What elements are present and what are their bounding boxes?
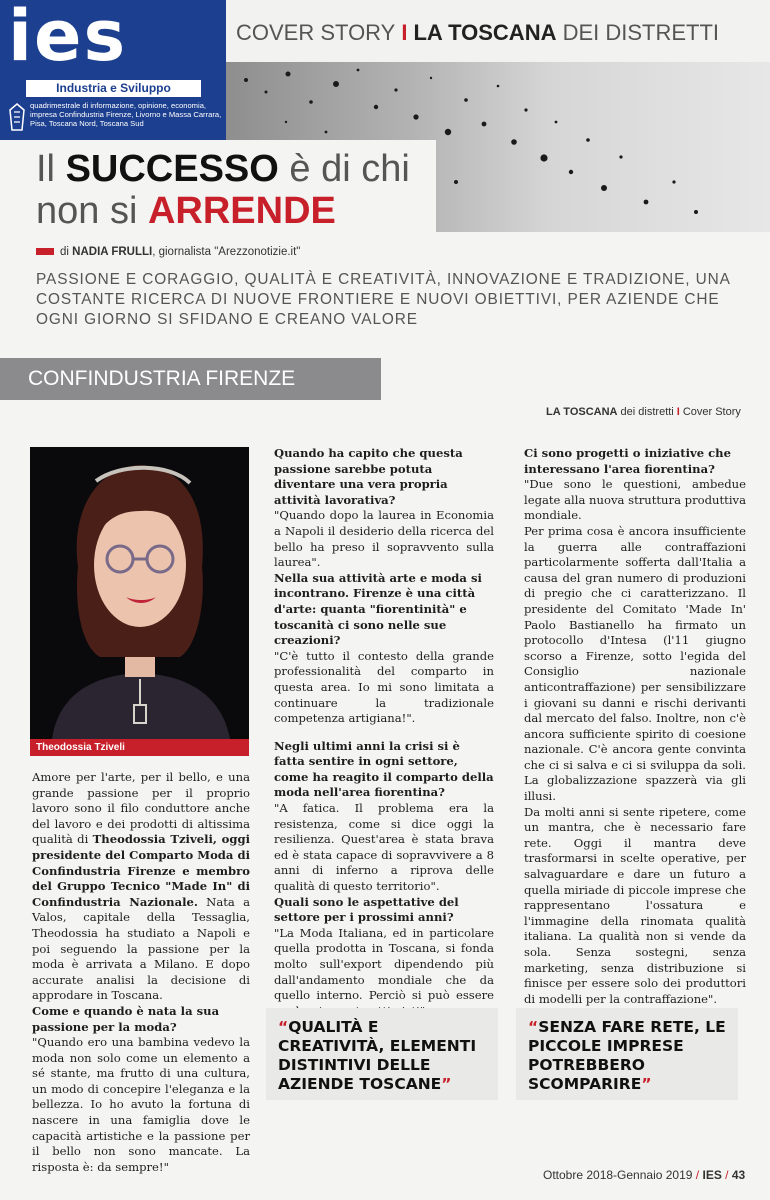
quote-close-mark: ” bbox=[441, 1075, 452, 1093]
article-column-3 bbox=[524, 446, 746, 1007]
header-separator: I bbox=[401, 20, 408, 45]
pull-quote-2 bbox=[516, 1008, 738, 1100]
interview-answer: Per prima cosa è ancora insufficiente la guerra alle contraffazioni particolarmente sofferta dall'Italia a causa del gran numero di produzioni di pregio che ci caratterizzano. Il presidente del Comitato 'Made In' Paolo Bastianello ha firmato un protocollo d'Intesa (l'11 giugno scorso a Firenze, sotto l'egida del Consiglio nazionale anticontraffazione) per sensibilizzare i giovani su danni e rischi derivanti dal mercato del falso. Inoltre, non c'è ancora sufficiente spirito di coesione nazionale. C'è ancora gente convinta che ci si salva e ci si sviluppa da soli. La globalizzazione spazzerà via gli illusi. bbox=[524, 523, 746, 804]
portrait-illustration bbox=[30, 447, 249, 739]
interview-answer: "A fatica. Il problema era la resistenza, come si dice oggi la resilienza. Quest'area è stata brava ed è stata capace di sopravvivere a 8 anni di inferno a riprova delle qualità di questo territorio". bbox=[274, 801, 494, 894]
byline-marker bbox=[36, 248, 54, 255]
interview-answer: "Quando ero una bambina vedevo la moda non solo come un elemento a sé stante, ma frutto di una cultura, un modo di concepire l'eleganza e la bellezza. Io ho avuto la fortuna di nascere in una famiglia dove le capacità artistiche e la passione per il bello non sono mancate. La risposta è: da sempre!" bbox=[32, 1035, 250, 1174]
interview-answer: Da molti anni si sente ripetere, come un mantra, che è necessario fare rete. Oggi il mantra deve trasformarsi in scelte operative, per salvaguardare e dare un futuro a quella miriade di piccole imprese che rappresentano l'ossatura e l'immagine della rinomata qualità italiana. La qualità non si vende da sola. Senza sostegni, senza marketing, senza distribuzione si finisce per essere solo dei produttori di modelli per la contraffazione". bbox=[524, 804, 746, 1006]
title-highlight: SUCCESSO bbox=[65, 148, 279, 190]
interview-answer: "Quando dopo la laurea in Economia a Napoli il desiderio della ricerca del bello ha preso il sopravvento sulla laurea". bbox=[274, 508, 494, 570]
byline-prefix: di bbox=[60, 246, 73, 258]
byline-role: , giornalista "Arezzonotizie.it" bbox=[152, 246, 301, 258]
portrait-photo bbox=[30, 447, 249, 739]
interview-answer: "Due sono le questioni, ambedue legate alla nuova struttura produttiva mondiale. bbox=[524, 477, 746, 523]
running-header bbox=[546, 406, 741, 418]
interview-answer: "La Moda Italiana, ed in particolare quella prodotta in Toscana, si fonda molto sull'export dipendendo più dall'andamento mondiale che da quello interno. Perciò si può essere bbox=[274, 925, 494, 1003]
photo-caption: Theodossia Tziveli bbox=[30, 739, 249, 756]
quote-open-mark: “ bbox=[278, 1018, 289, 1036]
section-title-rest: DEI DISTRETTI bbox=[556, 20, 720, 45]
title-part: è di chi bbox=[278, 148, 410, 190]
text-run: Amore per l'arte, per il bello, e una grande passione per il proprio lavoro sono il filo conduttore anche del lavoro e dei prodotti di altissima qualità di bbox=[32, 770, 250, 847]
pull-quote-text bbox=[528, 1018, 728, 1094]
running-header-separator: I bbox=[676, 406, 680, 418]
logo-description: quadrimestrale di informazione, opinione, economia, impresa Confindustria Firenze, Livorno e Massa Carrara, Pisa, Toscana Nord, Toscana Sud bbox=[30, 101, 222, 129]
byline bbox=[36, 246, 300, 258]
article-intro: PASSIONE E CORAGGIO, QUALITÀ E CREATIVITÀ, INNOVAZIONE E TRADIZIONE, UNA COSTANTE RICERCA DI NUOVE FRONTIERE E NUOVI OBIETTIVI, PER AZIENDE CHE OGNI GIORNO SI SFIDANO E CREANO VALORE bbox=[36, 271, 730, 328]
footer-separator: / bbox=[695, 1168, 700, 1182]
running-header-tail: Cover Story bbox=[682, 406, 741, 418]
interview-answer: "C'è tutto il contesto della grande professionalità del comparto in questa area. Io mi sono limitata a continuare la tradizionale competenza artigiana!". bbox=[274, 648, 494, 726]
quote-open-mark: “ bbox=[528, 1018, 539, 1036]
footer-magazine: IES bbox=[702, 1168, 722, 1182]
article-column-1 bbox=[32, 770, 250, 1175]
logo-subtitle: Industria e Sviluppo bbox=[26, 80, 201, 97]
interview-question: Come e quando è nata la sua passione per la moda? bbox=[32, 1003, 220, 1034]
logo-text: ies bbox=[8, 0, 128, 77]
title-part: non si bbox=[36, 190, 148, 232]
quote-body: SENZA FARE RETE, LE PICCOLE IMPRESE POTREBBERO SCOMPARIRE bbox=[528, 1018, 726, 1093]
title-part: Il bbox=[36, 148, 66, 190]
section-label-box bbox=[0, 358, 381, 400]
quote-body: QUALITÀ E CREATIVITÀ, ELEMENTI DISTINTIVI DELLE AZIENDE TOSCANE bbox=[278, 1018, 477, 1093]
page-footer bbox=[543, 1168, 745, 1182]
pull-quote-1 bbox=[266, 1008, 498, 1100]
paragraph bbox=[32, 770, 250, 1004]
footer-separator: / bbox=[725, 1168, 729, 1182]
confindustria-emblem-icon bbox=[8, 102, 26, 132]
byline-author: NADIA FRULLI bbox=[72, 246, 153, 258]
text-run: Nata a Valos, capitale della Tessaglia, Theodossia ha studiato a Napoli e poi seguendo la passione per la moda è arrivata a Milano. E dopo accurate analisi la decisione di approdare in Toscana. bbox=[32, 894, 250, 1003]
pull-quote-text bbox=[278, 1018, 478, 1094]
footer-date: Ottobre 2018-Gennaio 2019 bbox=[543, 1168, 693, 1182]
section-label: CONFINDUSTRIA FIRENZE bbox=[28, 367, 296, 390]
cover-story-header bbox=[236, 20, 719, 46]
interview-question: Quali sono le aspettative del settore per i prossimi anni? bbox=[274, 894, 459, 925]
page-number: 43 bbox=[731, 1168, 746, 1182]
interview-question: Quando ha capito che questa passione sarebbe potuta diventare una vera propria attività lavorativa? bbox=[274, 446, 463, 507]
running-header-rest: dei distretti bbox=[617, 406, 674, 418]
article-column-2 bbox=[274, 446, 494, 1019]
running-header-bold: LA TOSCANA bbox=[546, 406, 618, 418]
interview-question: Ci sono progetti o iniziative che interessano l'area fiorentina? bbox=[524, 446, 731, 476]
cover-story-label: COVER STORY bbox=[236, 20, 396, 45]
text-bold: Theodossia Tziveli, oggi presidente del Comparto Moda di Confindustria Firenze e membro del Gruppo Tecnico "Made In" di Confindustria Nazionale. bbox=[32, 832, 250, 909]
section-title-bold: LA TOSCANA bbox=[413, 20, 557, 45]
magazine-logo bbox=[0, 0, 226, 140]
quote-close-mark: ” bbox=[641, 1075, 652, 1093]
article-title bbox=[36, 148, 410, 232]
interview-question: Negli ultimi anni la crisi si è fatta sentire in ogni settore, come ha reagito il comparto della moda nell'area fiorentina? bbox=[274, 738, 494, 800]
interview-question: Nella sua attività arte e moda si incontrano. Firenze è una città d'arte: quanta "fiorentinità" e toscanità ci sono nelle sue creazioni? bbox=[274, 570, 482, 648]
title-highlight-red: ARRENDE bbox=[147, 190, 336, 232]
